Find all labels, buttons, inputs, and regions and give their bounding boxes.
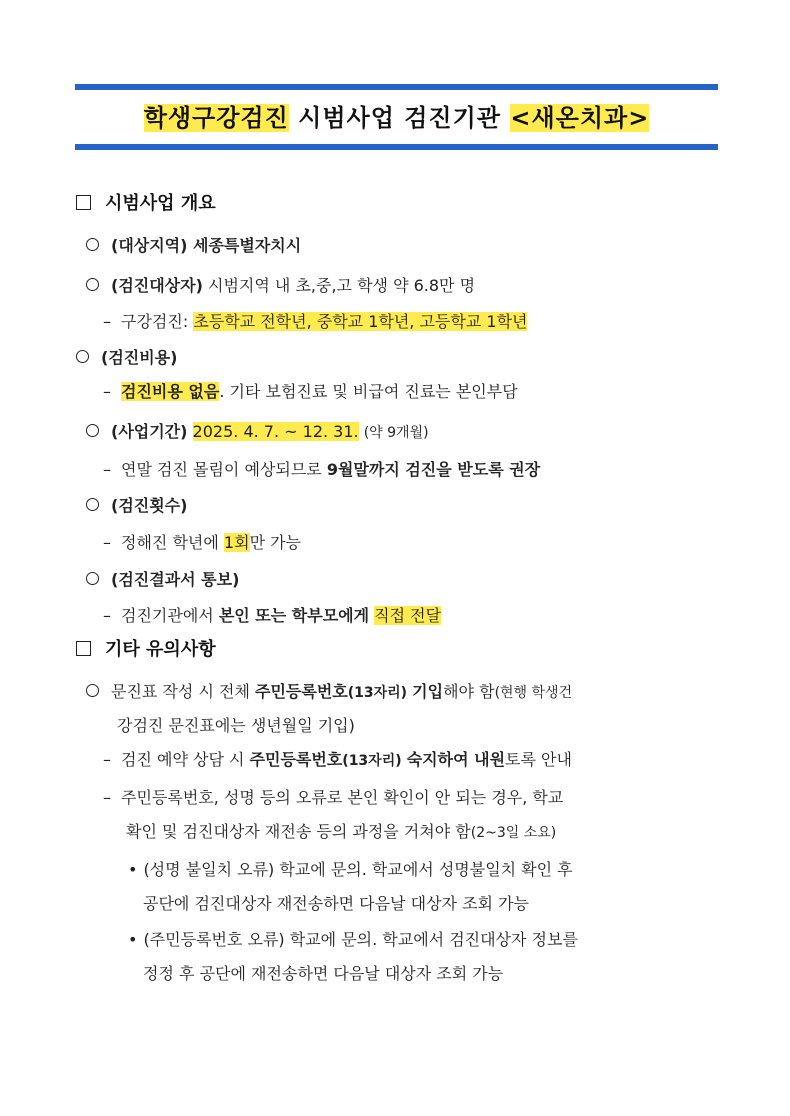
bullet-icon: • bbox=[128, 860, 138, 879]
count-sub-a: 정해진 학년에 bbox=[121, 533, 224, 552]
section-overview-label: 시범사업 개요 bbox=[105, 193, 216, 214]
bullet-icon: • bbox=[128, 930, 138, 949]
bullet-1-a: (성명 불일치 오류) 학교에 문의. 학교에서 성명불일치 확인 후 bbox=[143, 860, 573, 879]
section-overview-heading bbox=[76, 189, 216, 215]
result-label: (검진결과서 통보) bbox=[111, 570, 240, 589]
bullet-2-line2: 정정 후 공단에 재전송하면 다음날 대상자 조회 가능 bbox=[143, 964, 504, 983]
target-sub-prefix: 구강검진: bbox=[121, 312, 194, 331]
note-1-a: 문진표 작성 시 전체 bbox=[111, 682, 255, 701]
circle-bullet-icon bbox=[86, 424, 99, 437]
circle-bullet-icon bbox=[86, 238, 99, 251]
title-top-rule bbox=[75, 84, 718, 90]
title-clinic-name: <새온치과> bbox=[510, 104, 650, 132]
checkbox-square-icon bbox=[76, 641, 91, 656]
note-3-b: 확인 및 검진대상자 재전송 등의 과정을 거쳐야 함 bbox=[126, 822, 471, 841]
bullet-2-a: (주민등록번호 오류) 학교에 문의. 학교에서 검진대상자 정보를 bbox=[143, 930, 578, 949]
dash-icon: – bbox=[103, 382, 111, 401]
item-count bbox=[86, 493, 187, 516]
cost-label: (검진비용) bbox=[101, 348, 178, 367]
note-3-line1 bbox=[103, 785, 563, 808]
note-1-d: 기입 bbox=[412, 682, 444, 701]
item-cost bbox=[76, 345, 177, 368]
item-count-sub bbox=[103, 530, 301, 553]
dash-icon: – bbox=[103, 312, 111, 331]
note-2-e: 토록 안내 bbox=[505, 750, 572, 769]
note-2-c: (13자리) bbox=[342, 753, 402, 769]
target-sub-highlight: 초등학교 전학년, 중학교 1학년, 고등학교 1학년 bbox=[193, 312, 528, 331]
circle-bullet-icon bbox=[86, 684, 99, 697]
bullet-2-line1 bbox=[128, 927, 578, 950]
count-sub-highlight: 1회 bbox=[223, 533, 250, 552]
note-2-b: 주민등록번호 bbox=[249, 750, 343, 769]
section-notes-heading bbox=[76, 635, 216, 661]
title-bottom-rule bbox=[75, 144, 718, 150]
circle-bullet-icon bbox=[86, 498, 99, 511]
circle-bullet-icon bbox=[86, 278, 99, 291]
note-1-line1 bbox=[86, 679, 572, 702]
item-target-sub bbox=[103, 309, 527, 332]
note-1-e: 해야 함 bbox=[443, 682, 495, 701]
dash-icon: – bbox=[103, 750, 111, 769]
note-1-b: 주민등록번호 bbox=[255, 682, 348, 701]
bullet-1-line2: 공단에 검진대상자 재전송하면 다음날 대상자 조회 가능 bbox=[143, 894, 530, 913]
title-box bbox=[75, 84, 718, 150]
item-period bbox=[86, 419, 429, 442]
target-label: (검진대상자) bbox=[111, 276, 203, 295]
note-3-a: 주민등록번호, 성명 등의 오류로 본인 확인이 안 되는 경우, 학교 bbox=[121, 788, 564, 807]
item-result-sub bbox=[103, 603, 441, 626]
note-1-f: (현행 학생건 bbox=[494, 685, 573, 701]
checkbox-square-icon bbox=[76, 195, 91, 210]
period-sub-bold: 9월말까지 검진을 받도록 권장 bbox=[326, 460, 541, 479]
dash-icon: – bbox=[103, 460, 111, 479]
note-1-c: (13자리) bbox=[347, 685, 408, 701]
period-note: (약 9개월) bbox=[363, 425, 429, 441]
dash-icon: – bbox=[103, 533, 111, 552]
section-notes-label: 기타 유의사항 bbox=[105, 639, 216, 660]
period-highlight: 2025. 4. 7. ~ 12. 31. bbox=[192, 422, 359, 441]
item-period-sub bbox=[103, 457, 540, 480]
result-sub-bold: 본인 또는 학부모에게 bbox=[218, 606, 370, 625]
page-title bbox=[75, 98, 718, 133]
count-sub-b: 만 가능 bbox=[249, 533, 302, 552]
cost-sub-text: . 기타 보험진료 및 비급여 진료는 본인부담 bbox=[219, 382, 518, 401]
title-highlight: 학생구강검진 bbox=[143, 104, 289, 132]
circle-bullet-icon bbox=[76, 350, 89, 363]
period-sub-text: 연말 검진 몰림이 예상되므로 bbox=[121, 460, 327, 479]
note-3-c: (2~3일 소요) bbox=[470, 825, 557, 841]
item-target bbox=[86, 273, 475, 296]
note-1-line2: 강검진 문진표에는 생년월일 기입) bbox=[117, 716, 355, 735]
result-sub-a: 검진기관에서 bbox=[121, 606, 219, 625]
item-cost-sub bbox=[103, 379, 518, 402]
dash-icon: – bbox=[103, 788, 111, 807]
region-text: (대상지역) 세종특별자치시 bbox=[111, 236, 302, 255]
item-region bbox=[86, 233, 301, 256]
dash-icon: – bbox=[103, 606, 111, 625]
result-sub-highlight: 직접 전달 bbox=[374, 606, 442, 625]
note-2-d: 숙지하여 내원 bbox=[406, 750, 506, 769]
item-result bbox=[86, 567, 239, 590]
note-3-line2 bbox=[126, 819, 556, 842]
period-label: (사업기간) bbox=[111, 422, 188, 441]
count-label: (검진횟수) bbox=[111, 496, 188, 515]
note-2 bbox=[103, 747, 572, 770]
cost-sub-highlight: 검진비용 없음 bbox=[121, 382, 220, 401]
target-text: 시범지역 내 초,중,고 학생 약 6.8만 명 bbox=[202, 276, 476, 295]
bullet-1-line1 bbox=[128, 857, 573, 880]
title-middle: 시범사업 검진기관 bbox=[288, 104, 511, 132]
note-2-a: 검진 예약 상담 시 bbox=[121, 750, 250, 769]
circle-bullet-icon bbox=[86, 572, 99, 585]
